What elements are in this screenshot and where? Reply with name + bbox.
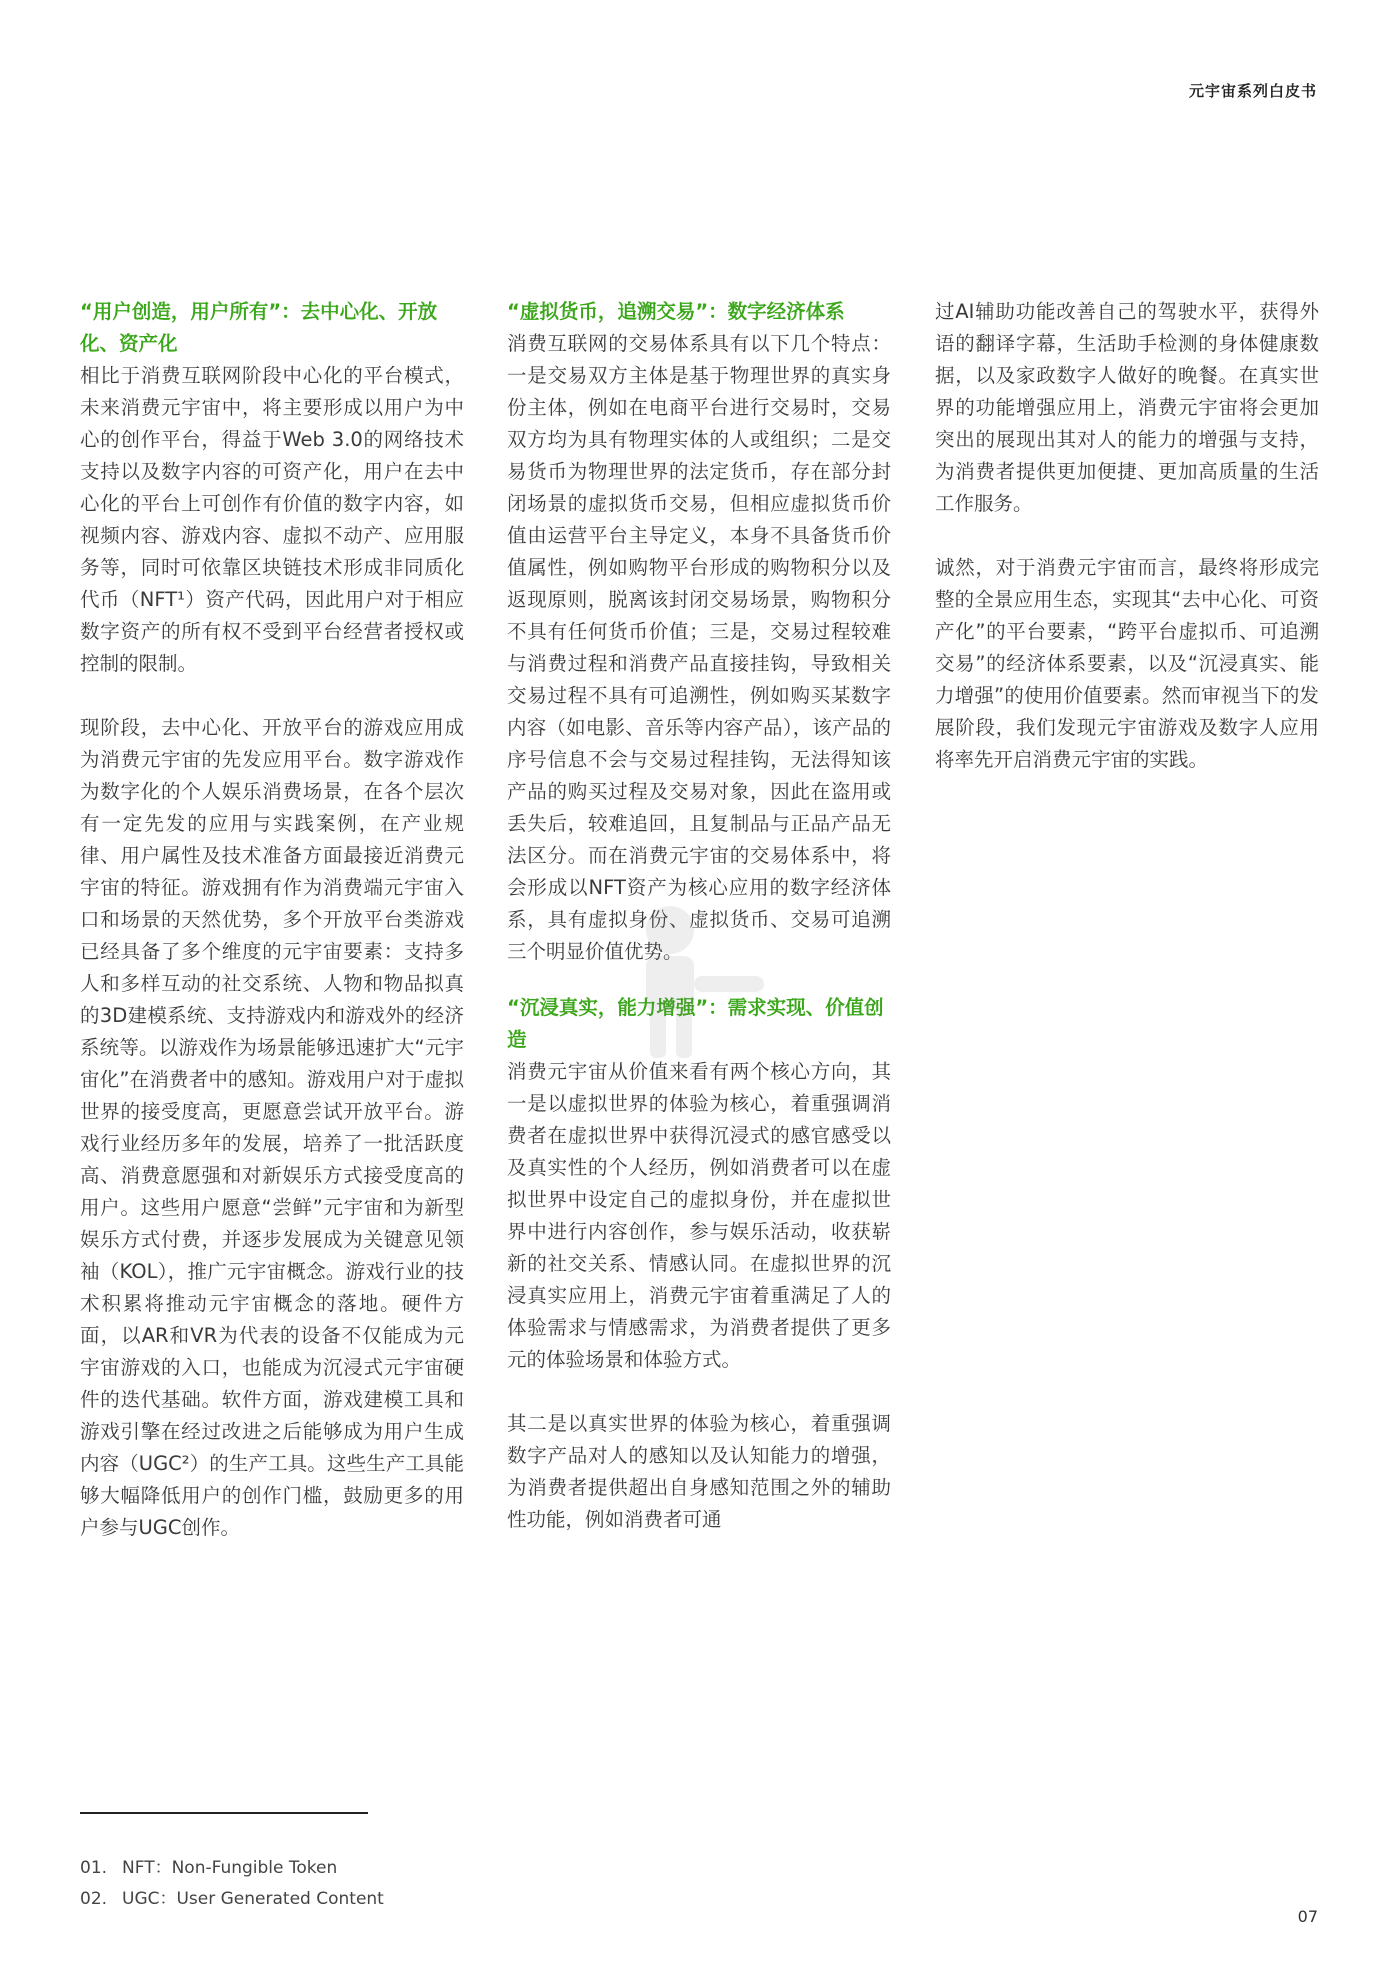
column-3 [935, 296, 1319, 808]
figure-watermark-icon [590, 890, 790, 1070]
footnote-text: NFT：Non-Fungible Token [122, 1858, 338, 1878]
footnote-1 [80, 1853, 337, 1878]
footnote-number: 01. [80, 1858, 108, 1878]
footnote-text: UGC：User Generated Content [122, 1889, 384, 1909]
paragraph: 消费互联网的交易体系具有以下几个特点：一是交易双方主体是基于物理世界的真实身份主体，例如在电商平台进行交易时，交易双方均为具有物理实体的人或组织；二是交易货币为物理世界的法定货币，存在部分封闭场景的虚拟货币交易，但相应虚拟货币价值由运营平台主导定义，本身不具备货币价值属性，例如购物平台形成的购物积分以及返现原则，脱离该封闭交易场景，购物积分不具有任何货币价值；三是，交易过程较难与消费过程和消费产品直接挂钩，导致相关交易过程不具有可追溯性，例如购买某数字内容（如电影、音乐等内容产品），该产品的序号信息不会与交易过程挂钩，无法得知该产品的购买过程及交易对象，因此在盗用或丢失后，较难追回，且复制品与正品产品无法区分。而在消费元宇宙的交易体系中，将会形成以NFT资产为核心应用的数字经济体系，具有虚拟身份、虚拟货币、交易可追溯三个明显价值优势。 [507, 332, 891, 963]
paragraph: 现阶段，去中心化、开放平台的游戏应用成为消费元宇宙的先发应用平台。数字游戏作为数字化的个人娱乐消费场景，在各个层次有一定先发的应用与实践案例，在产业规律、用户属性及技术准备方面最接近消费元宇宙的特征。游戏拥有作为消费端元宇宙入口和场景的天然优势，多个开放平台类游戏已经具备了多个维度的元宇宙要素：支持多人和多样互动的社交系统、人物和物品拟真的3D建模系统、支持游戏内和游戏外的经济系统等。以游戏作为场景能够迅速扩大“元宇宙化”在消费者中的感知。游戏用户对于虚拟世界的接受度高，更愿意尝试开放平台。游戏行业经历多年的发展，培养了一批活跃度高、消费意愿强和对新娱乐方式接受度高的用户。这些用户愿意“尝鲜”元宇宙和为新型娱乐方式付费，并逐步发展成为关键意见领袖（KOL），推广元宇宙概念。游戏行业的技术积累将推动元宇宙概念的落地。硬件方面，以AR和VR为代表的设备不仅能成为元宇宙游戏的入口，也能成为沉浸式元宇宙硬件的迭代基础。软件方面，游戏建模工具和游戏引擎在经过改进之后能够成为用户生成内容（UGC²）的生产工具。这些生产工具能够大幅降低用户的创作门槛，鼓励更多的用户参与UGC创作。 [80, 716, 464, 1539]
section-heading-virtual-currency: “虚拟货币，追溯交易”：数字经济体系 [507, 300, 845, 323]
footnote-divider [80, 1812, 368, 1814]
column-1 [80, 296, 464, 1576]
section-heading-user-creation: “用户创造，用户所有”：去中心化、开放化、资产化 [80, 300, 438, 355]
footnote-2 [80, 1884, 384, 1909]
section-heading-immersive-reality: “沉浸真实，能力增强”：需求实现、价值创造 [507, 996, 884, 1051]
paragraph: 其二是以真实世界的体验为核心，着重强调数字产品对人的感知以及认知能力的增强，为消费者提供超出自身感知范围之外的辅助性功能，例如消费者可通 [507, 1412, 891, 1531]
paragraph: 消费元宇宙从价值来看有两个核心方向，其一是以虚拟世界的体验为核心，着重强调消费者在虚拟世界中获得沉浸式的感官感受以及真实性的个人经历，例如消费者可以在虚拟世界中设定自己的虚拟身份，并在虚拟世界中进行内容创作，参与娱乐活动，收获崭新的社交关系、情感认同。在虚拟世界的沉浸真实应用上，消费元宇宙着重满足了人的体验需求与情感需求，为消费者提供了更多元的体验场景和体验方式。 [507, 1060, 891, 1371]
series-title: 元宇宙系列白皮书 [1188, 82, 1317, 100]
paragraph: 过AI辅助功能改善自己的驾驶水平，获得外语的翻译字幕，生活助手检测的身体健康数据，以及家政数字人做好的晚餐。在真实世界的功能增强应用上，消费元宇宙将会更加突出的展现出其对人的能力的增强与支持，为消费者提供更加便捷、更加高质量的生活工作服务。 [935, 300, 1319, 515]
footnote-number: 02. [80, 1889, 108, 1909]
page-number: 07 [1297, 1907, 1318, 1926]
paragraph: 相比于消费互联网阶段中心化的平台模式，未来消费元宇宙中，将主要形成以用户为中心的创作平台，得益于Web 3.0的网络技术支持以及数字内容的可资产化，用户在去中心化的平台上可创作有价值的数字内容，如视频内容、游戏内容、虚拟不动产、应用服务等，同时可依靠区块链技术形成非同质化代币（NFT¹）资产代码，因此用户对于相应数字资产的所有权不受到平台经营者授权或控制的限制。 [80, 364, 464, 675]
paragraph: 诚然，对于消费元宇宙而言，最终将形成完整的全景应用生态，实现其“去中心化、可资产化”的平台要素，“跨平台虚拟币、可追溯交易”的经济体系要素，以及“沉浸真实、能力增强”的使用价值要素。然而审视当下的发展阶段，我们发现元宇宙游戏及数字人应用将率先开启消费元宇宙的实践。 [935, 556, 1319, 771]
